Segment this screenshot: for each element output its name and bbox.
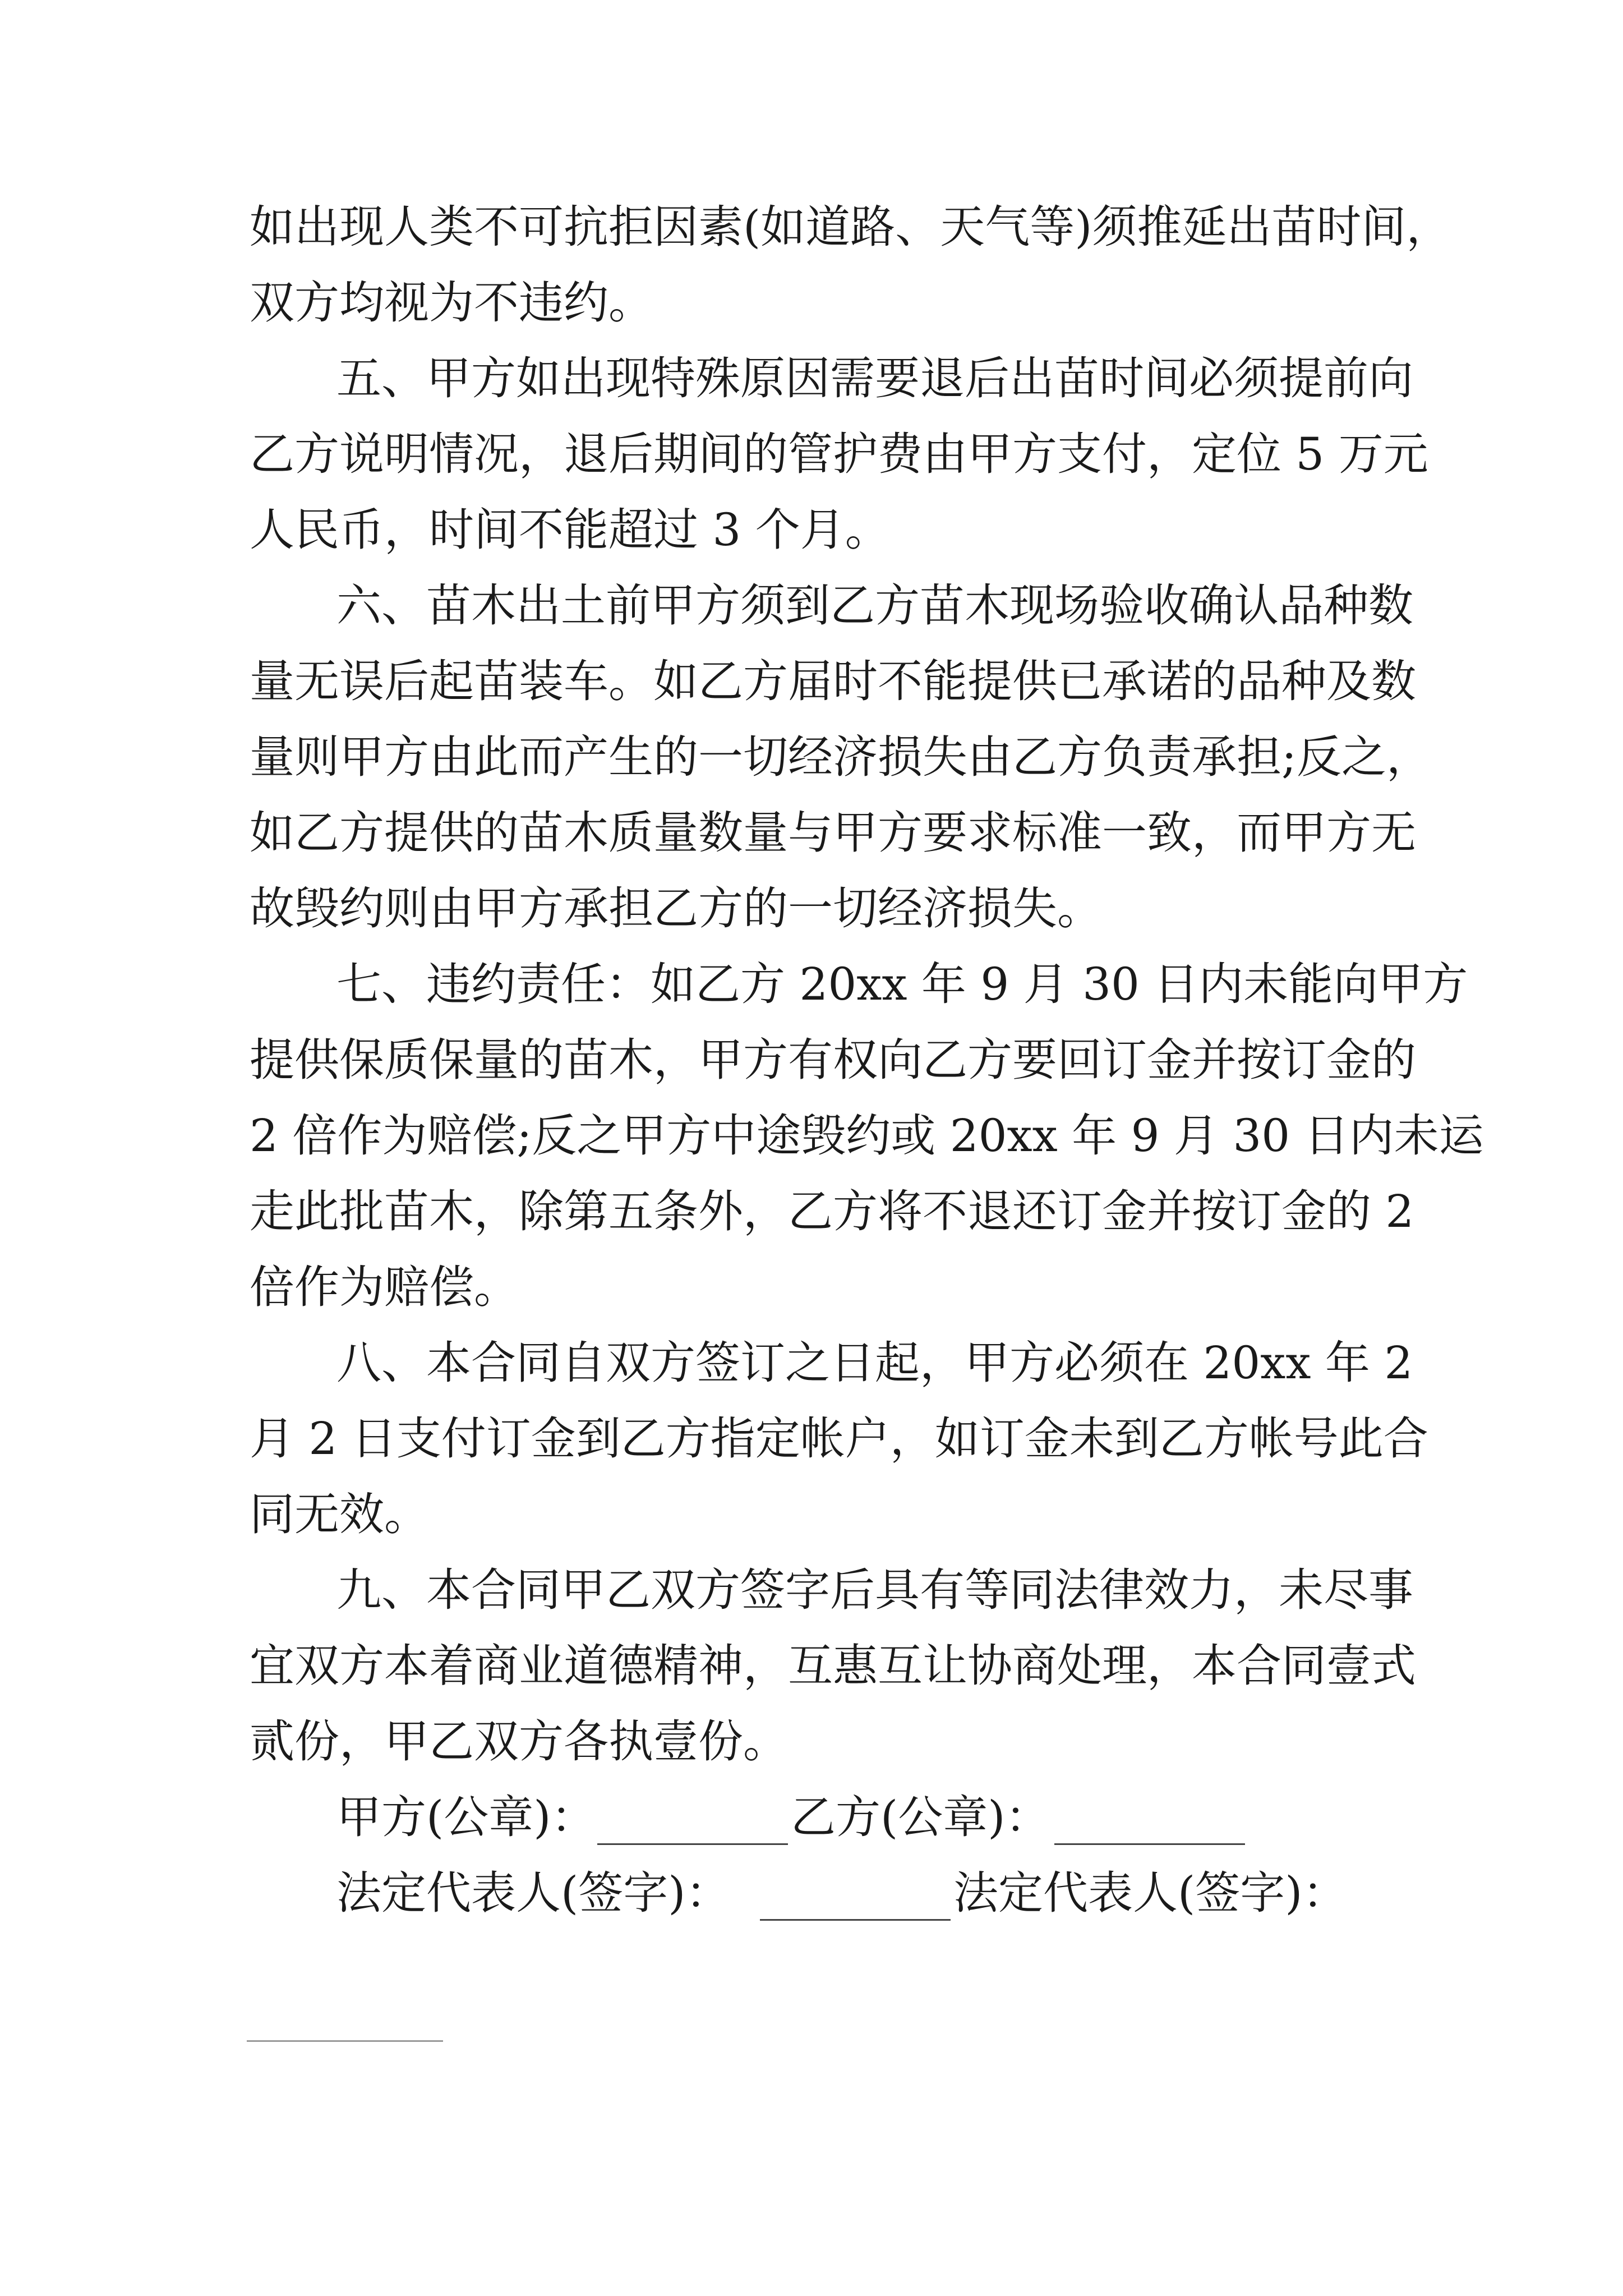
text-line: 提供保质保量的苗木，甲方有权向乙方要回订金并按订金的 xyxy=(250,1034,1416,1086)
party-b-seal-label: 乙方(公章)： xyxy=(791,1791,1050,1843)
text-line: 量则甲方由此而产生的一切经济损失由乙方负责承担;反之， xyxy=(250,731,1431,783)
party-a-seal-blank xyxy=(597,1843,788,1845)
clause-9-line: 九、本合同甲乙双方签字后具有等同法律效力，未尽事 xyxy=(336,1564,1413,1616)
text-line: 双方均视为不违约。 xyxy=(250,277,653,329)
text-line: 月 2 日支付订金到乙方指定帐户，如订金未到乙方帐号此合 xyxy=(250,1412,1428,1465)
text-line: 乙方说明情况，退后期间的管护费由甲方支付，定位 5 万元 xyxy=(250,428,1428,480)
text-line: 倍作为赔偿。 xyxy=(250,1261,519,1313)
party-b-seal-blank xyxy=(1054,1843,1245,1845)
rep-a-label: 法定代表人(签字)： xyxy=(336,1867,731,1919)
text-line: 故毁约则由甲方承担乙方的一切经济损失。 xyxy=(250,882,1102,935)
text-line: 如乙方提供的苗木质量数量与甲方要求标准一致，而甲方无 xyxy=(250,807,1416,859)
clause-7-line: 七、违约责任：如乙方 20xx 年 9 月 30 日内未能向甲方 xyxy=(336,958,1468,1010)
rep-b-label: 法定代表人(签字)： xyxy=(953,1867,1348,1919)
clause-5-line: 五、甲方如出现特殊原因需要退后出苗时间必须提前向 xyxy=(336,352,1413,404)
text-line: 贰份，甲乙双方各执壹份。 xyxy=(250,1715,788,1768)
footnote-divider xyxy=(247,2040,443,2042)
text-line: 走此批苗木，除第五条外，乙方将不退还订金并按订金的 2 xyxy=(250,1185,1414,1237)
text-line: 同无效。 xyxy=(250,1488,429,1540)
party-a-seal-label: 甲方(公章)： xyxy=(336,1791,596,1843)
rep-a-blank xyxy=(760,1919,951,1921)
clause-8-line: 八、本合同自双方签订之日起，甲方必须在 20xx 年 2 xyxy=(336,1337,1413,1389)
text-line: 2 倍作为赔偿;反之甲方中途毁约或 20xx 年 9 月 30 日内未运 xyxy=(250,1110,1484,1162)
text-line: 如出现人类不可抗拒因素(如道路、天气等)须推延出苗时间， xyxy=(250,201,1451,253)
text-line: 宜双方本着商业道德精神，互惠互让协商处理，本合同壹式 xyxy=(250,1640,1416,1692)
text-line: 人民币，时间不能超过 3 个月。 xyxy=(250,504,890,556)
text-line: 量无误后起苗装车。如乙方届时不能提供已承诺的品种及数 xyxy=(250,655,1416,707)
clause-6-line: 六、苗木出土前甲方须到乙方苗木现场验收确认品种数 xyxy=(336,579,1413,632)
